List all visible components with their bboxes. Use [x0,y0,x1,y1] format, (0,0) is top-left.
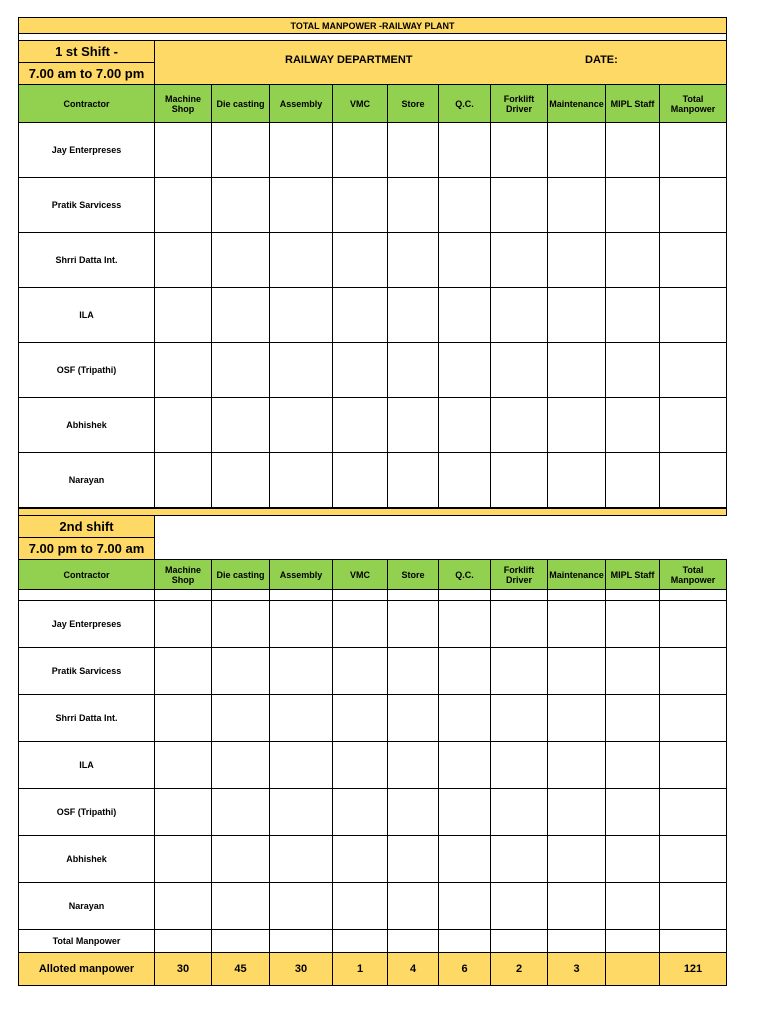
shift2-abhishek-col-q-c-entry[interactable] [438,835,491,883]
alloted-col-assembly-value: 30 [269,952,333,986]
shift2-osf-tripathi-col-forklift-driver-entry[interactable] [490,788,548,836]
shift1-narayan-col-total-manpower-entry[interactable] [659,452,727,508]
shift1-ila-col-maintenance-entry[interactable] [547,287,606,343]
shift1-osf-tripathi-col-machine-shop-entry[interactable] [154,342,212,398]
shift2-abhishek-col-total-manpower-entry[interactable] [659,835,727,883]
alloted-col-q-c-value: 6 [438,952,491,986]
shift2-osf-tripathi-col-vmc-entry[interactable] [332,788,388,836]
total-manpower-col-total-manpower-entry[interactable] [659,929,727,953]
col-mipl-staff-header: MIPL Staff [605,559,660,590]
shift2-narayan-col-q-c-entry[interactable] [438,882,491,930]
shift2-jay-enterpreses-col-machine-shop-entry[interactable] [154,600,212,648]
shift1-abhishek-col-maintenance-entry[interactable] [547,397,606,453]
shift2-narayan-col-maintenance-entry[interactable] [547,882,606,930]
shift2-ila-col-q-c-entry[interactable] [438,741,491,789]
shift2-osf-tripathi-col-mipl-staff-entry[interactable] [605,788,660,836]
total-manpower-col-die-casting-entry[interactable] [211,929,270,953]
shift1-narayan-col-assembly-entry[interactable] [269,452,333,508]
alloted-col-store-value: 4 [387,952,439,986]
col-forklift-driver-header: Forklift Driver [490,559,548,590]
shift1-pratik-sarvicess-col-store-entry[interactable] [387,177,439,233]
shift2-time: 7.00 pm to 7.00 am [18,537,155,560]
shift1-contractor-name: Pratik Sarvicess [18,177,155,233]
shift2-jay-enterpreses-col-die-casting-entry[interactable] [211,600,270,648]
shift1-ila-col-assembly-entry[interactable] [269,287,333,343]
alloted-col-total-manpower-value: 121 [659,952,727,986]
shift1-jay-enterpreses-col-assembly-entry[interactable] [269,122,333,178]
shift1-jay-enterpreses-col-total-manpower-entry[interactable] [659,122,727,178]
shift2-shrri-datta-int-col-store-entry[interactable] [387,694,439,742]
alloted-col-vmc-value: 1 [332,952,388,986]
shift2-jay-enterpreses-col-total-manpower-entry[interactable] [659,600,727,648]
shift1-pratik-sarvicess-col-q-c-entry[interactable] [438,177,491,233]
shift2-pratik-sarvicess-col-maintenance-entry[interactable] [547,647,606,695]
shift1-osf-tripathi-col-assembly-entry[interactable] [269,342,333,398]
col-store-header: Store [387,84,439,123]
shift1-abhishek-col-assembly-entry[interactable] [269,397,333,453]
shift2-osf-tripathi-col-store-entry[interactable] [387,788,439,836]
shift1-pratik-sarvicess-col-machine-shop-entry[interactable] [154,177,212,233]
shift2-narayan-col-forklift-driver-entry[interactable] [490,882,548,930]
shift2-shrri-datta-int-col-die-casting-entry[interactable] [211,694,270,742]
shift2-osf-tripathi-col-assembly-entry[interactable] [269,788,333,836]
col-vmc-header: VMC [332,84,388,123]
shift2-pratik-sarvicess-col-machine-shop-entry[interactable] [154,647,212,695]
shift2-osf-tripathi-col-total-manpower-entry[interactable] [659,788,727,836]
alloted-col-machine-shop-value: 30 [154,952,212,986]
shift2-jay-enterpreses-col-vmc-entry[interactable] [332,600,388,648]
shift2-ila-col-maintenance-entry[interactable] [547,741,606,789]
shift1-shrri-datta-int-col-vmc-entry[interactable] [332,232,388,288]
shift1-contractor-name: Abhishek [18,397,155,453]
shift2-contractor-name: ILA [18,741,155,789]
shift2-jay-enterpreses-col-mipl-staff-entry[interactable] [605,600,660,648]
shift1-ila-col-vmc-entry[interactable] [332,287,388,343]
alloted-manpower-label: Alloted manpower [18,952,155,986]
shift2-abhishek-col-mipl-staff-entry[interactable] [605,835,660,883]
total-manpower-col-q-c-entry[interactable] [438,929,491,953]
shift1-osf-tripathi-col-maintenance-entry[interactable] [547,342,606,398]
shift1-shrri-datta-int-col-mipl-staff-entry[interactable] [605,232,660,288]
shift2-jay-enterpreses-col-store-entry[interactable] [387,600,439,648]
shift1-contractor-name: ILA [18,287,155,343]
shift2-ila-col-forklift-driver-entry[interactable] [490,741,548,789]
shift2-pratik-sarvicess-col-total-manpower-entry[interactable] [659,647,727,695]
shift2-abhishek-col-maintenance-entry[interactable] [547,835,606,883]
shift1-abhishek-col-store-entry[interactable] [387,397,439,453]
shift2-abhishek-col-machine-shop-entry[interactable] [154,835,212,883]
shift1-osf-tripathi-col-store-entry[interactable] [387,342,439,398]
alloted-col-forklift-driver-value: 2 [490,952,548,986]
shift2-shrri-datta-int-col-vmc-entry[interactable] [332,694,388,742]
shift2-narayan-col-assembly-entry[interactable] [269,882,333,930]
shift1-abhishek-col-forklift-driver-entry[interactable] [490,397,548,453]
shift1-pratik-sarvicess-col-mipl-staff-entry[interactable] [605,177,660,233]
shift1-abhishek-col-die-casting-entry[interactable] [211,397,270,453]
col-contractor-header: Contractor [18,84,155,123]
total-manpower-col-forklift-driver-entry[interactable] [490,929,548,953]
shift1-narayan-col-die-casting-entry[interactable] [211,452,270,508]
col-assembly-header: Assembly [269,84,333,123]
shift1-shrri-datta-int-col-store-entry[interactable] [387,232,439,288]
col-die-casting-header: Die casting [211,559,270,590]
shift1-jay-enterpreses-col-mipl-staff-entry[interactable] [605,122,660,178]
col-forklift-driver-header: Forklift Driver [490,84,548,123]
shift2-abhishek-col-die-casting-entry[interactable] [211,835,270,883]
shift2-osf-tripathi-col-die-casting-entry[interactable] [211,788,270,836]
shift2-ila-col-store-entry[interactable] [387,741,439,789]
shift2-narayan-col-store-entry[interactable] [387,882,439,930]
shift1-contractor-name: Jay Enterpreses [18,122,155,178]
shift2-ila-col-die-casting-entry[interactable] [211,741,270,789]
col-machine-shop-header: Machine Shop [154,559,212,590]
shift2-abhishek-col-store-entry[interactable] [387,835,439,883]
shift1-osf-tripathi-col-total-manpower-entry[interactable] [659,342,727,398]
department-name: RAILWAY DEPARTMENT [285,54,413,66]
shift2-shrri-datta-int-col-forklift-driver-entry[interactable] [490,694,548,742]
shift1-pratik-sarvicess-col-die-casting-entry[interactable] [211,177,270,233]
shift2-narayan-col-machine-shop-entry[interactable] [154,882,212,930]
shift2-ila-col-mipl-staff-entry[interactable] [605,741,660,789]
shift2-jay-enterpreses-col-assembly-entry[interactable] [269,600,333,648]
shift2-contractor-name: Narayan [18,882,155,930]
shift1-pratik-sarvicess-col-vmc-entry[interactable] [332,177,388,233]
shift2-ila-col-machine-shop-entry[interactable] [154,741,212,789]
sheet-title: TOTAL MANPOWER -RAILWAY PLANT [18,17,727,34]
shift1-jay-enterpreses-col-q-c-entry[interactable] [438,122,491,178]
shift2-shrri-datta-int-col-machine-shop-entry[interactable] [154,694,212,742]
shift1-contractor-name: Shrri Datta Int. [18,232,155,288]
shift1-jay-enterpreses-col-machine-shop-entry[interactable] [154,122,212,178]
shift2-contractor-name: Jay Enterpreses [18,600,155,648]
shift1-narayan-col-forklift-driver-entry[interactable] [490,452,548,508]
shift2-narayan-col-vmc-entry[interactable] [332,882,388,930]
shift1-shrri-datta-int-col-total-manpower-entry[interactable] [659,232,727,288]
shift1-narayan-col-mipl-staff-entry[interactable] [605,452,660,508]
shift2-shrri-datta-int-col-assembly-entry[interactable] [269,694,333,742]
shift1-jay-enterpreses-col-vmc-entry[interactable] [332,122,388,178]
shift1-abhishek-col-total-manpower-entry[interactable] [659,397,727,453]
shift2-pratik-sarvicess-col-vmc-entry[interactable] [332,647,388,695]
total-manpower-col-store-entry[interactable] [387,929,439,953]
shift2-jay-enterpreses-col-q-c-entry[interactable] [438,600,491,648]
shift1-shrri-datta-int-col-q-c-entry[interactable] [438,232,491,288]
shift2-abhishek-col-vmc-entry[interactable] [332,835,388,883]
alloted-col-die-casting-value: 45 [211,952,270,986]
shift1-shrri-datta-int-col-assembly-entry[interactable] [269,232,333,288]
shift2-contractor-name: Abhishek [18,835,155,883]
shift1-narayan-col-machine-shop-entry[interactable] [154,452,212,508]
shift1-narayan-col-maintenance-entry[interactable] [547,452,606,508]
alloted-col-mipl-staff-value [605,952,660,986]
total-manpower-col-mipl-staff-entry[interactable] [605,929,660,953]
shift1-narayan-col-q-c-entry[interactable] [438,452,491,508]
shift1-contractor-name: Narayan [18,452,155,508]
shift2-narayan-col-total-manpower-entry[interactable] [659,882,727,930]
shift1-abhishek-col-mipl-staff-entry[interactable] [605,397,660,453]
shift2-pratik-sarvicess-col-mipl-staff-entry[interactable] [605,647,660,695]
col-q-c-header: Q.C. [438,84,491,123]
shift2-osf-tripathi-col-machine-shop-entry[interactable] [154,788,212,836]
col-total-manpower-header: Total Manpower [659,84,727,123]
shift1-ila-col-q-c-entry[interactable] [438,287,491,343]
col-vmc-header: VMC [332,559,388,590]
shift1-ila-col-forklift-driver-entry[interactable] [490,287,548,343]
shift1-ila-col-mipl-staff-entry[interactable] [605,287,660,343]
shift2-contractor-name: OSF (Tripathi) [18,788,155,836]
shift1-osf-tripathi-col-mipl-staff-entry[interactable] [605,342,660,398]
shift2-shrri-datta-int-col-maintenance-entry[interactable] [547,694,606,742]
shift2-pratik-sarvicess-col-forklift-driver-entry[interactable] [490,647,548,695]
shift2-pratik-sarvicess-col-die-casting-entry[interactable] [211,647,270,695]
shift1-pratik-sarvicess-col-total-manpower-entry[interactable] [659,177,727,233]
shift2-abhishek-col-assembly-entry[interactable] [269,835,333,883]
shift1-pratik-sarvicess-col-forklift-driver-entry[interactable] [490,177,548,233]
shift2-pratik-sarvicess-col-store-entry[interactable] [387,647,439,695]
shift1-abhishek-col-vmc-entry[interactable] [332,397,388,453]
shift2-narayan-col-die-casting-entry[interactable] [211,882,270,930]
shift2-abhishek-col-forklift-driver-entry[interactable] [490,835,548,883]
shift2-contractor-name: Shrri Datta Int. [18,694,155,742]
total-manpower-label: Total Manpower [18,929,155,953]
shift1-osf-tripathi-col-q-c-entry[interactable] [438,342,491,398]
shift2-pratik-sarvicess-col-assembly-entry[interactable] [269,647,333,695]
shift1-shrri-datta-int-col-forklift-driver-entry[interactable] [490,232,548,288]
date-label: DATE: [585,54,618,66]
col-machine-shop-header: Machine Shop [154,84,212,123]
shift1-time: 7.00 am to 7.00 pm [18,62,155,85]
shift1-jay-enterpreses-col-maintenance-entry[interactable] [547,122,606,178]
shift2-osf-tripathi-col-maintenance-entry[interactable] [547,788,606,836]
shift2-pratik-sarvicess-col-q-c-entry[interactable] [438,647,491,695]
shift1-jay-enterpreses-col-forklift-driver-entry[interactable] [490,122,548,178]
total-manpower-col-maintenance-entry[interactable] [547,929,606,953]
shift1-contractor-name: OSF (Tripathi) [18,342,155,398]
shift2-shrri-datta-int-col-q-c-entry[interactable] [438,694,491,742]
shift2-narayan-col-mipl-staff-entry[interactable] [605,882,660,930]
shift1-jay-enterpreses-col-store-entry[interactable] [387,122,439,178]
shift1-shrri-datta-int-col-maintenance-entry[interactable] [547,232,606,288]
shift2-ila-col-vmc-entry[interactable] [332,741,388,789]
department-header-area [154,40,727,85]
col-mipl-staff-header: MIPL Staff [605,84,660,123]
col-q-c-header: Q.C. [438,559,491,590]
total-manpower-col-vmc-entry[interactable] [332,929,388,953]
col-assembly-header: Assembly [269,559,333,590]
shift1-ila-col-store-entry[interactable] [387,287,439,343]
shift2-osf-tripathi-col-q-c-entry[interactable] [438,788,491,836]
shift1-jay-enterpreses-col-die-casting-entry[interactable] [211,122,270,178]
shift2-jay-enterpreses-col-forklift-driver-entry[interactable] [490,600,548,648]
shift2-shrri-datta-int-col-total-manpower-entry[interactable] [659,694,727,742]
shift2-contractor-name: Pratik Sarvicess [18,647,155,695]
shift1-abhishek-col-q-c-entry[interactable] [438,397,491,453]
total-manpower-col-machine-shop-entry[interactable] [154,929,212,953]
shift2-ila-col-assembly-entry[interactable] [269,741,333,789]
col-maintenance-header: Maintenance [547,84,606,123]
col-store-header: Store [387,559,439,590]
shift1-ila-col-machine-shop-entry[interactable] [154,287,212,343]
alloted-col-maintenance-value: 3 [547,952,606,986]
shift1-ila-col-total-manpower-entry[interactable] [659,287,727,343]
shift2-label: 2nd shift [18,515,155,538]
col-maintenance-header: Maintenance [547,559,606,590]
shift1-shrri-datta-int-col-machine-shop-entry[interactable] [154,232,212,288]
shift1-label: 1 st Shift - [18,40,155,63]
total-manpower-col-assembly-entry[interactable] [269,929,333,953]
col-total-manpower-header: Total Manpower [659,559,727,590]
shift1-abhishek-col-machine-shop-entry[interactable] [154,397,212,453]
col-contractor-header: Contractor [18,559,155,590]
shift1-osf-tripathi-col-vmc-entry[interactable] [332,342,388,398]
shift1-ila-col-die-casting-entry[interactable] [211,287,270,343]
shift1-pratik-sarvicess-col-assembly-entry[interactable] [269,177,333,233]
col-die-casting-header: Die casting [211,84,270,123]
shift2-shrri-datta-int-col-mipl-staff-entry[interactable] [605,694,660,742]
shift2-jay-enterpreses-col-maintenance-entry[interactable] [547,600,606,648]
shift1-narayan-col-vmc-entry[interactable] [332,452,388,508]
shift1-osf-tripathi-col-forklift-driver-entry[interactable] [490,342,548,398]
shift2-ila-col-total-manpower-entry[interactable] [659,741,727,789]
shift1-shrri-datta-int-col-die-casting-entry[interactable] [211,232,270,288]
shift1-narayan-col-store-entry[interactable] [387,452,439,508]
shift1-osf-tripathi-col-die-casting-entry[interactable] [211,342,270,398]
shift1-pratik-sarvicess-col-maintenance-entry[interactable] [547,177,606,233]
